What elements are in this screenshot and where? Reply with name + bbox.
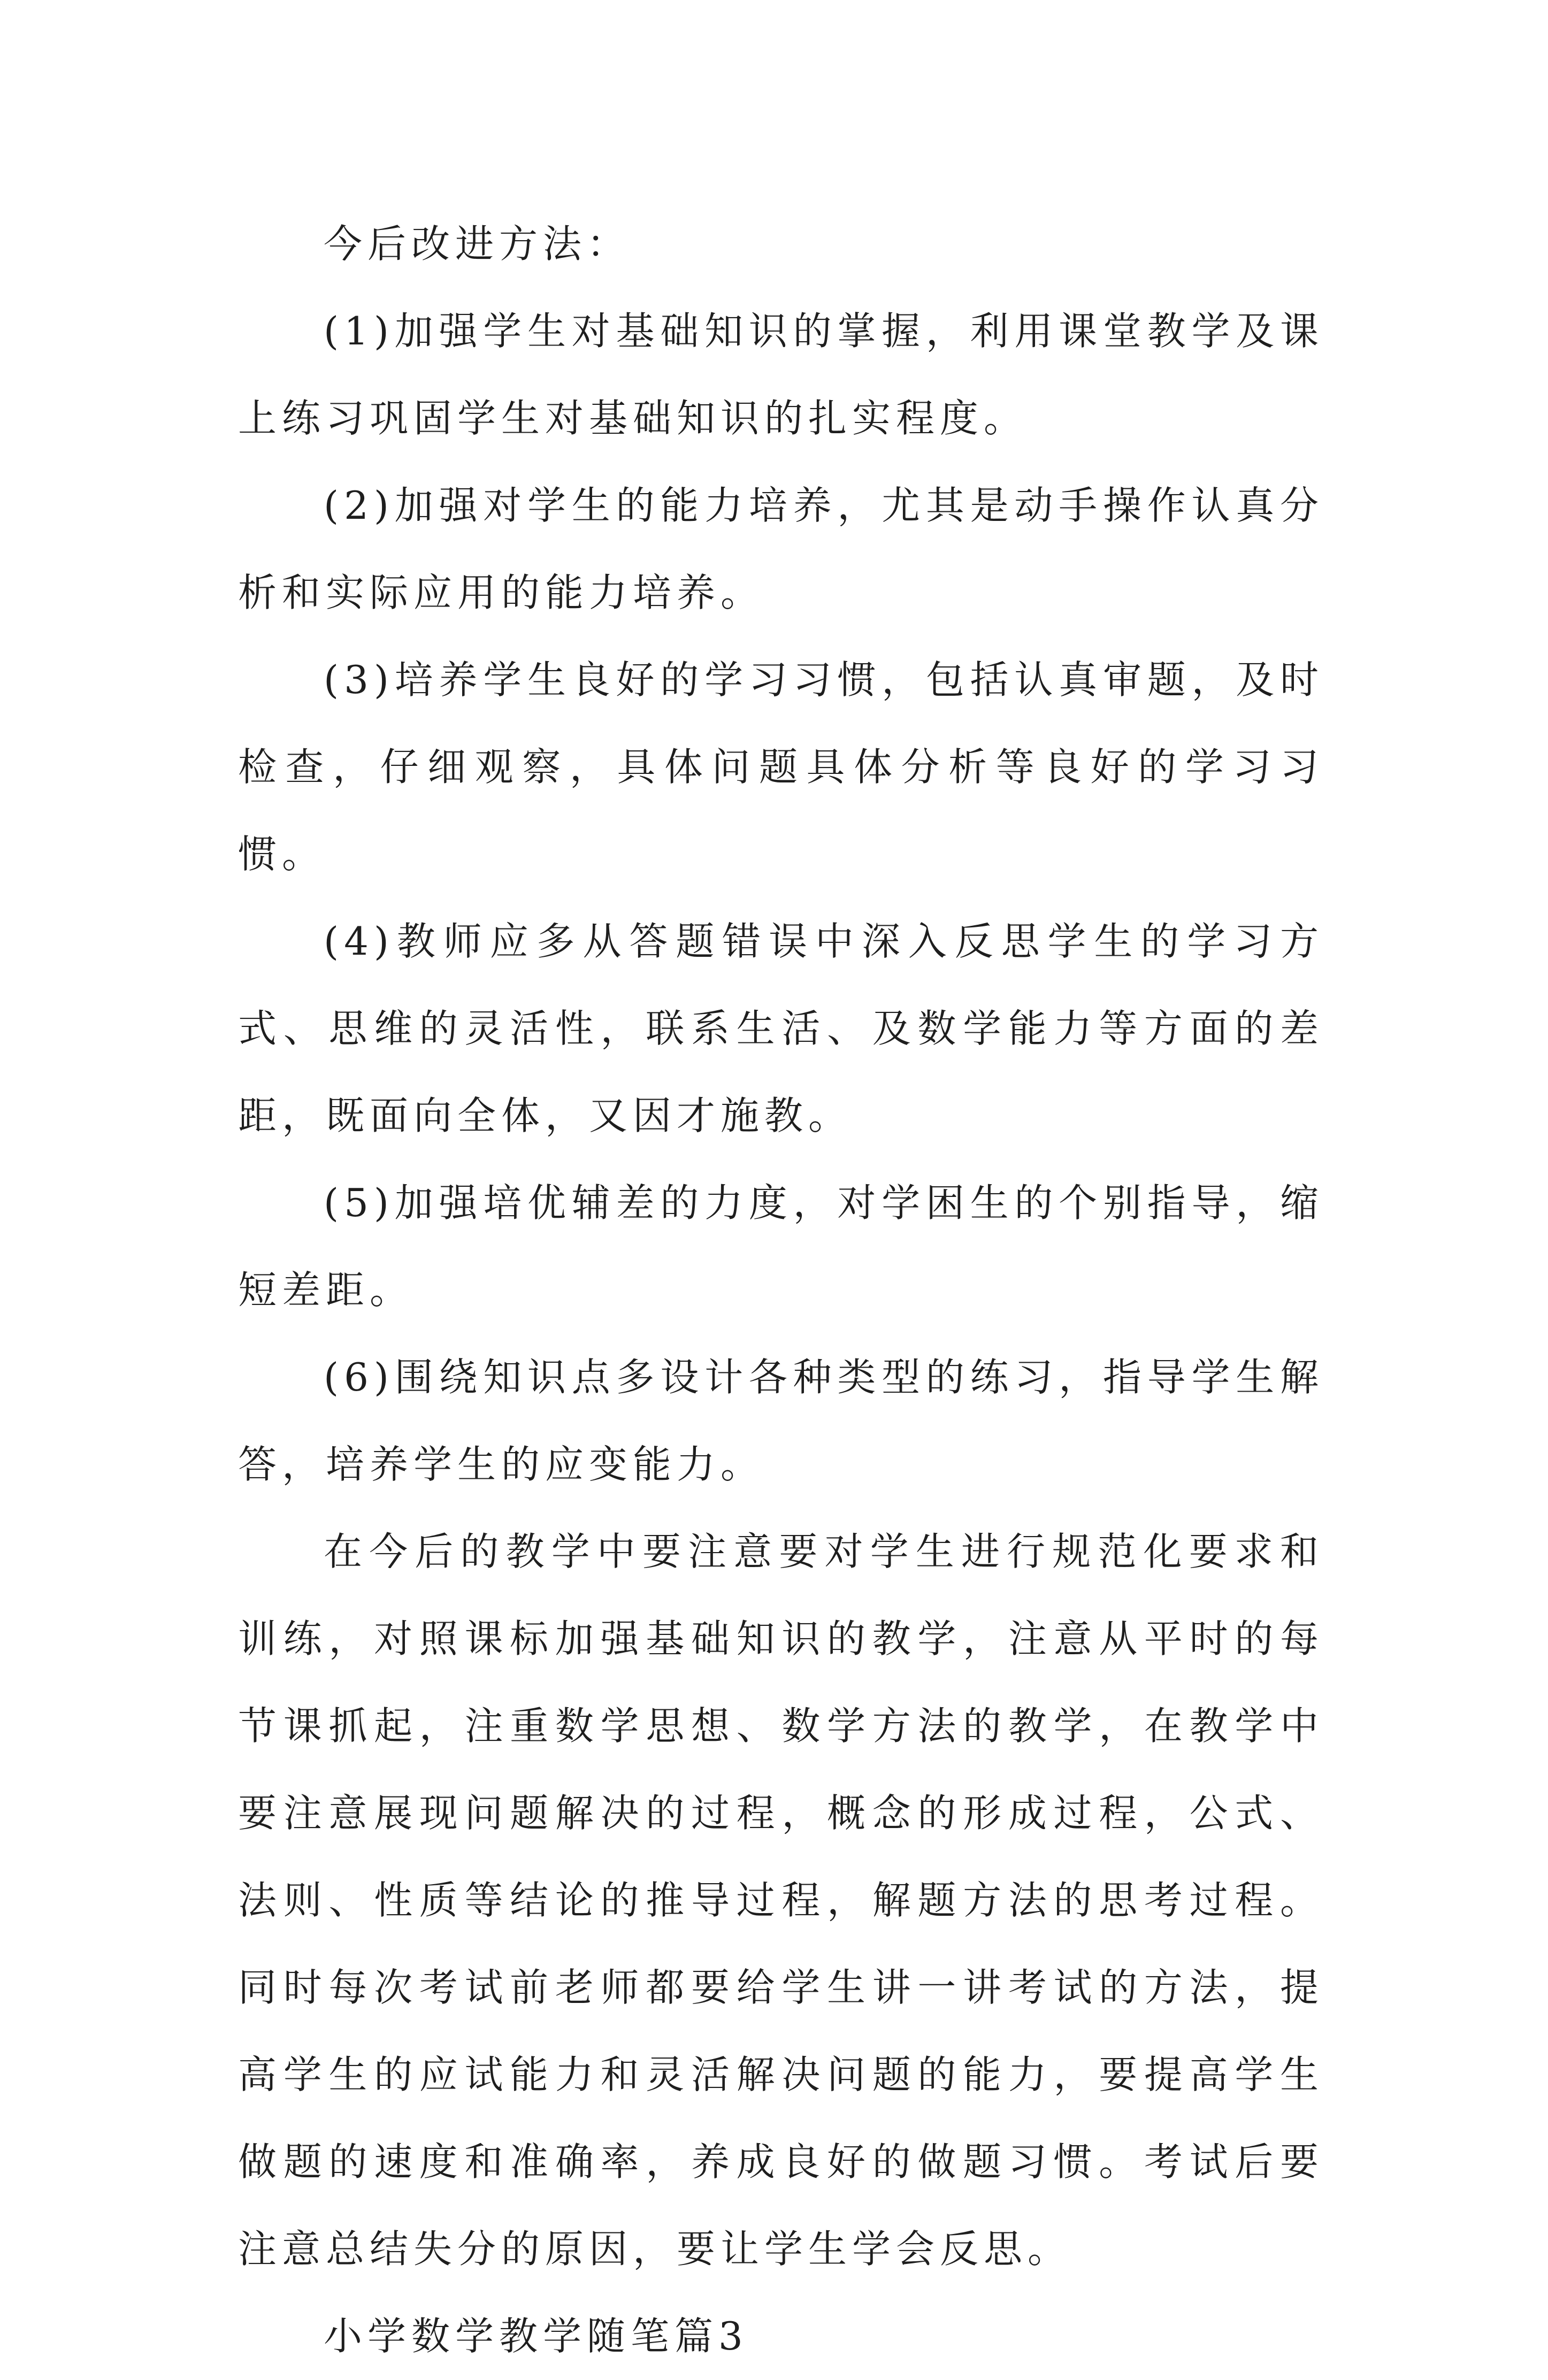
section-title: 小学数学教学随笔篇3 bbox=[324, 2314, 748, 2359]
summary-paragraph: 在今后的教学中要注意要对学生进行规范化要求和训练，对照课标加强基础知识的教学，注意从平时的每节课抓起，注重数学思想、数学方法的教学，在教学中要注意展现问题解决的过程，概念的形成过程，公式、法则、性质等结论的推导过程，解题方法的思考过程。同时每次考试前老师都要给学生讲一讲考试的方法，提高学生的应试能力和灵活解决问题的能力，要提高学生做题的速度和准确率，养成良好的做题习惯。考试后要注意总结失分的原因，要让学生学会反思。 bbox=[238, 1529, 1324, 2271]
paragraph-item-2: (2)加强对学生的能力培养，尤其是动手操作认真分析和实际应用的能力培养。 bbox=[238, 483, 1324, 615]
document-body bbox=[238, 201, 1324, 2380]
paragraph-item-5: (5)加强培优辅差的力度，对学困生的个别指导，缩短差距。 bbox=[238, 1180, 1324, 1312]
paragraph-item-3: (3)培养学生良好的学习习惯，包括认真审题，及时检查，仔细观察，具体问题具体分析等良好的学习习惯。 bbox=[238, 657, 1324, 877]
paragraph-item-6: (6)围绕知识点多设计各种类型的练习，指导学生解答，培养学生的应变能力。 bbox=[238, 1355, 1324, 1487]
improvement-heading: 今后改进方法： bbox=[324, 221, 631, 266]
paragraph-item-1: (1)加强学生对基础知识的掌握，利用课堂教学及课上练习巩固学生对基础知识的扎实程度。 bbox=[238, 309, 1324, 441]
paragraph-item-4: (4)教师应多从答题错误中深入反思学生的学习方式、思维的灵活性，联系生活、及数学能力等方面的差距，既面向全体，又因才施教。 bbox=[238, 919, 1324, 1138]
